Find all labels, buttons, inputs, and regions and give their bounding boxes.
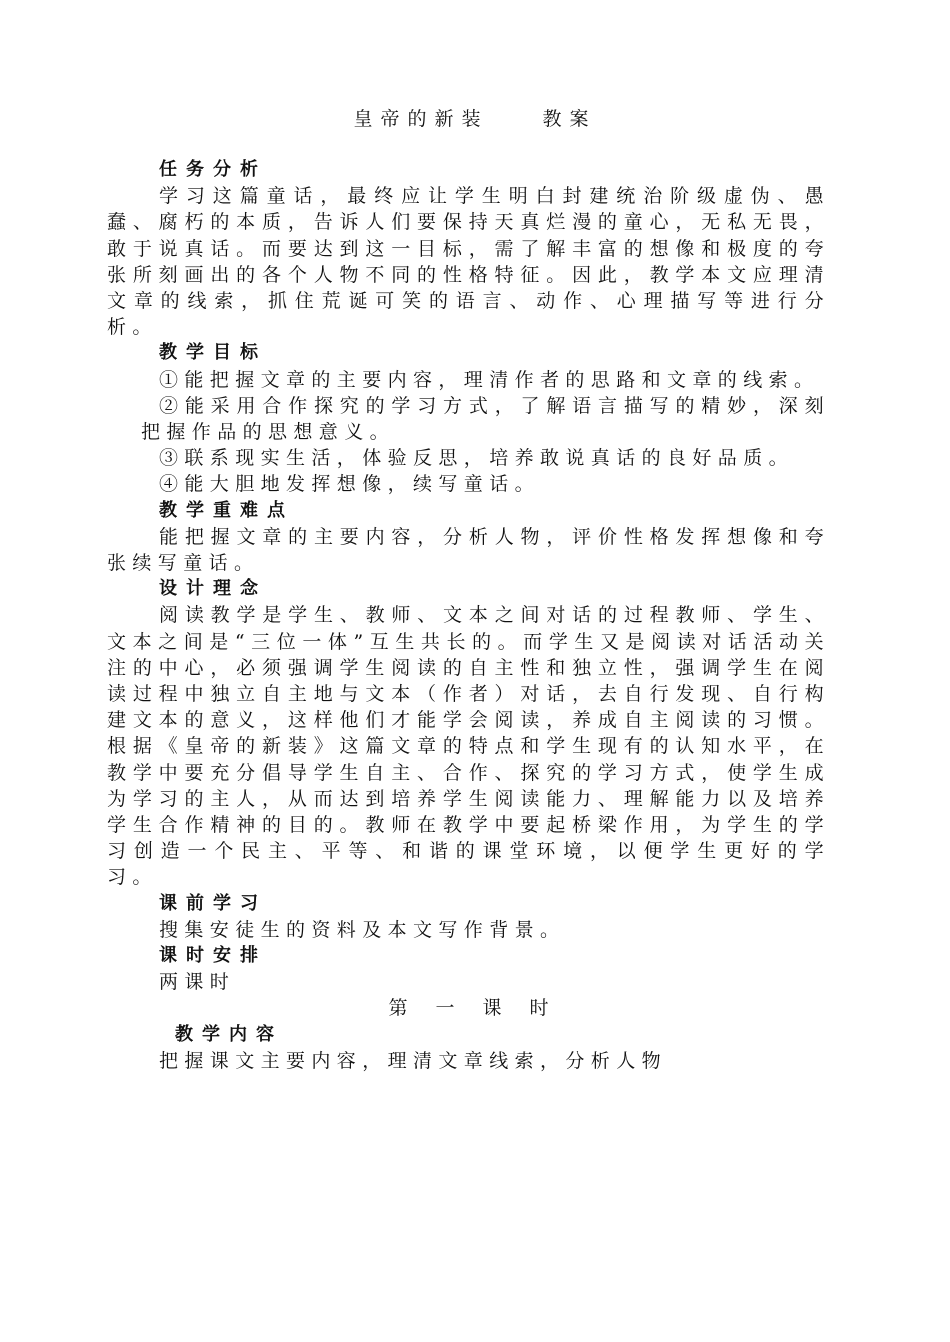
paragraph-lesson-content: 把握课文主要内容，理清文章线索，分析人物 bbox=[159, 1049, 668, 1072]
paragraph-design-concept: 阅读教学是学生、教师、文本之间对话的过程教师、学生、文本之间是“三位一体”互生共长的。而学生又是阅读对话活动关注的中心，必须强调学生阅读的自主性和独立性，强调学生在阅读过程中独立自主地与文本（作者）对话，去自行发现、自行构建文本的意义，这样他们才能学会阅读，养成自主阅读的习惯。根据《皇帝的新装》这篇文章的特点和学生现有的认知水平，在教学中要充分倡导学生自主、合作、探究的学习方式，使学生成为学习的主人，从而达到培养学生阅读能力、理解能力以及培养学生合作精神的目的。教师在教学中要起桥梁作用，为学生的学习创造一个民主、平等、和谐的课堂环境，以便学生更好的学习。 bbox=[107, 604, 830, 889]
document-body bbox=[107, 157, 830, 1074]
paragraph-key-points: 能把握文章的主要内容，分析人物，评价性格发挥想像和夸张续写童话。 bbox=[107, 525, 830, 574]
lesson-title: 第一课时 bbox=[388, 997, 577, 1020]
objective-item-1: ①能把握文章的主要内容，理清作者的思路和文章的线索。 bbox=[159, 368, 820, 391]
paragraph-preview: 搜集安徒生的资料及本文写作背景。 bbox=[159, 918, 566, 941]
heading-task-analysis: 任务分析 bbox=[159, 159, 267, 180]
heading-objectives: 教学目标 bbox=[159, 342, 267, 364]
heading-preview: 课前学习 bbox=[159, 892, 267, 914]
document-title: 皇帝的新装 教案 bbox=[353, 108, 597, 130]
paragraph-task-analysis: 学习这篇童话，最终应让学生明白封建统治阶级虚伪、愚蠢、腐朽的本质，告诉人们要保持天真烂漫的童心，无私无畏，敢于说真话。而要达到这一目标，需了解丰富的想像和极度的夸张所刻画出的各个人物不同的性格特征。因此，教学本文应理清文章的线索，抓住荒诞可笑的语言、动作、心理描写等进行分析。 bbox=[107, 185, 830, 339]
objective-item-4: ④能大胆地发挥想像，续写童话。 bbox=[159, 473, 541, 496]
paragraph-schedule: 两课时 bbox=[159, 971, 236, 994]
heading-lesson-content: 教学内容 bbox=[175, 1023, 283, 1045]
heading-schedule: 课时安排 bbox=[159, 945, 267, 967]
objective-item-3: ③联系现实生活，体验反思，培养敢说真话的良好品质。 bbox=[159, 447, 795, 470]
objective-item-2: ②能采用合作探究的学习方式，了解语言描写的精妙，深刻把握作品的思想意义。 bbox=[141, 394, 830, 443]
heading-key-points: 教学重难点 bbox=[159, 499, 294, 521]
heading-design-concept: 设计理念 bbox=[159, 578, 267, 600]
